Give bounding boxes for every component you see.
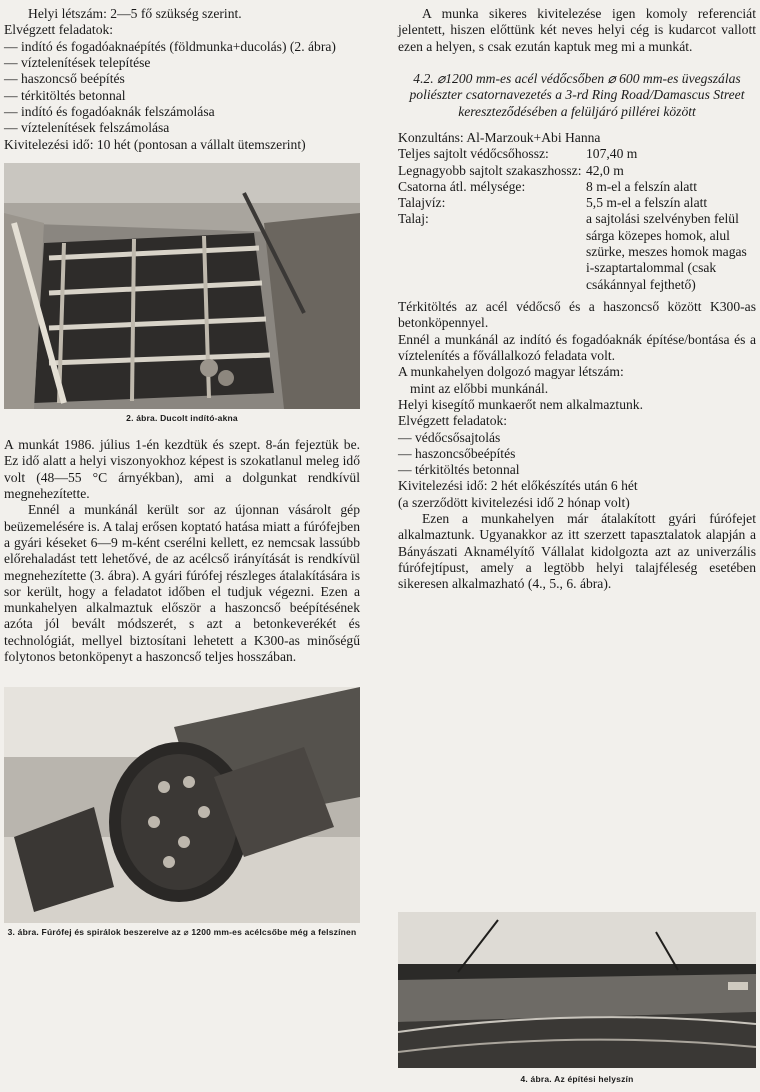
figure-3-photo [4,687,360,923]
paragraph: Térkitöltés az acél védőcső és a haszoncső között K300-as betonköpennyel. [398,299,756,331]
right-column [398,6,756,1084]
list-item: — térkitöltés betonnal [4,87,126,103]
spec-key: Legnagyobb sajtolt szakaszhossz: [398,162,582,178]
spec-value: 8 m-el a felszín alatt [586,178,697,194]
figure-2-photo [4,163,360,409]
list-item: — védőcsősajtolás [398,429,501,445]
figure-2-caption: 2. ábra. Ducolt indító-akna [126,412,238,423]
spec-key: Talajvíz: [398,195,446,211]
paragraph: Kivitelezési idő: 2 hét előkészítés után 6 hét [398,478,638,494]
task-list [4,39,360,137]
staff-line: Helyi létszám: 2—5 fő szükség szerint. [28,6,242,21]
drill-head-illustration [4,687,360,923]
construction-site-illustration [398,912,756,1068]
paragraph: (a szerződött kivitelezési idő 2 hónap volt) [398,494,630,510]
figure-4-photo [398,912,756,1068]
figure-3-caption: 3. ábra. Fúrófej és spirálok beszerelve az ⌀ 1200 mm-es acélcsőbe még a felszínen [7,927,357,938]
tasks-heading: Elvégzett feladatok: [398,413,508,429]
spec-value: a sajtolási szelvényben felül sárga közepes homok, alul szürke, meszes homok magas i-szaptartalommal (csak csákánnyal fejthető) [586,211,747,292]
spec-key: Csatorna átl. mélysége: [398,178,526,194]
paragraph: Ennél a munkánál került sor az újonnan vásárolt gép beüzemelésére is. A talaj erősen koptató hatása miatt a fúrófejben a gyári késeket 6—9 m-ként cserélni kellett, ez nemcsak lassúbb előrehaladást tett lehetővé, de az acélcső irányítását is rendkívül megnehezítette (3. ábra). A gyári fúrófej részleges átalakítására is sor került, hogy a feladatot időben el tudjuk végezni. Ezen a munkahelyen alkalmaztuk először a haszoncső beépítésének azóta jól bevált módszerét, s azt a betonkeverékét és technológiát, mellyel biztosítani lehetett a K300-as minőségű folytonos betonköpenyt a haszoncső teljes hosszában. [4,502,360,665]
paragraph: A munkát 1986. július 1-én kezdtük és szept. 8-án fejeztük be. Ez idő alatt a helyi viszonyokhoz képest is szokatlanul meleg idő volt (48—55 °C árnyékban), ami a dolgunkat rendkívül megnehezítette. [4,437,360,501]
list-item: — haszoncsőbeépítés [398,445,516,461]
list-item: — víztelenítések telepítése [4,54,151,70]
list-item: — indító és fogadóaknák felszámolása [4,103,215,119]
duration-line: Kivitelezési idő: 10 hét (pontosan a vállalt ütemszerint) [4,136,306,152]
shaft-photo-illustration [4,163,360,409]
paragraph: mint az előbbi munkánál. [410,380,549,396]
list-item: — víztelenítések felszámolása [4,120,170,136]
consultant-line: Konzultáns: Al-Marzouk+Abi Hanna [398,129,601,145]
paragraph: Ennél a munkánál az indító és fogadóaknák építése/bontása és a víztelenítés a fővállalkozó feladata volt. [398,331,756,363]
list-item: — haszoncső beépítés [4,71,125,87]
section-heading [398,71,756,120]
tasks-heading: Elvégzett feladatok: [4,22,114,38]
task-list [398,430,756,479]
left-column [4,6,360,938]
list-item: — indító és fogadóaknaépítés (földmunka+ducolás) (2. ábra) [4,38,336,54]
list-item: — térkitöltés betonnal [398,462,520,478]
paragraph: A munka sikeres kivitelezése igen komoly referenciát jelentett, hiszen előttünk két neves helyi cég is kudarcot vallott ezen a helyen, s csak ezután kaptuk meg mi a munkát. [398,6,756,54]
paragraph: Ezen a munkahelyen már átalakított gyári fúrófejet alkalmaztunk. Ugyanakkor az itt szerzett tapasztalatok alapján a Bányászati Aknamélyítő Vállalat kidolgozta azt az univerzális fúrófejtípust, amely a legtöbb helyi talajféleség esetében sikeresen alkalmazható (4., 5., 6. ábra). [398,511,756,592]
paragraph: A munkahelyen dolgozó magyar létszám: [398,364,624,380]
spec-key: Talaj: [398,211,429,227]
spec-table [398,146,756,293]
section-heading-text: 4.2. ⌀1200 mm-es acél védőcsőben ⌀ 600 mm-es üvegszálas poliészter csatornavezetés a 3-rd Ring Road/Damascus Street kereszteződésében a felüljáró pillérei között [409,70,745,119]
spec-key: Teljes sajtolt védőcsőhossz: [398,146,549,162]
spec-value: 42,0 m [586,162,624,178]
paragraph: Helyi kisegítő munkaerőt nem alkalmaztunk. [398,396,643,412]
spec-value: 5,5 m-el a felszín alatt [586,195,708,211]
spec-value: 107,40 m [586,146,638,162]
figure-4-caption: 4. ábra. Az építési helyszín [520,1074,634,1084]
